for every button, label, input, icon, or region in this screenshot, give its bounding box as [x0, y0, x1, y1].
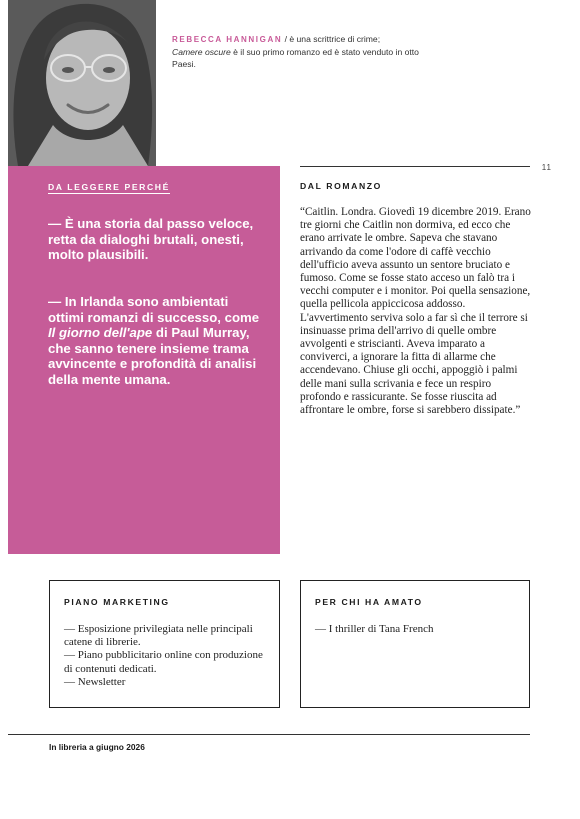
list-item: — Piano pubblicitario online con produzione di contenuti dedicati. [64, 649, 263, 675]
author-photo [8, 0, 156, 166]
footer-rule [8, 734, 530, 735]
author-bio-line1: / è una scrittrice di crime; [282, 34, 381, 44]
release-date: In libreria a giugno 2026 [49, 742, 145, 752]
reason-point-2-after: di Paul Murray, che sanno tenere insieme trama avvincente e profondità di analisi della mente umana. [48, 325, 257, 387]
author-bio [172, 33, 432, 70]
marketing-list [64, 623, 264, 689]
excerpt-top-rule [300, 166, 530, 167]
reason-point-2 [48, 294, 263, 388]
reasons-panel [8, 166, 280, 554]
reason-point-2-before: — In Irlanda sono ambientati ottimi romanzi di successo, come [48, 294, 260, 325]
page-number: 11 [541, 163, 552, 172]
author-name: REBECCA HANNIGAN [172, 35, 283, 44]
marketing-heading: PIANO MARKETING [64, 597, 170, 607]
author-portrait-illustration [8, 0, 156, 166]
audience-heading: PER CHI HA AMATO [315, 597, 423, 607]
list-item: — Esposizione privilegiata nelle principali catene di librerie. [64, 623, 253, 649]
excerpt-heading: DAL ROMANZO [300, 181, 382, 191]
audience-box [300, 580, 530, 708]
list-item: — I thriller di Tana French [315, 623, 434, 635]
excerpt-text: “Caitlin. Londra. Giovedì 19 dicembre 2019. Erano tre giorni che Caitlin non dormiva, ed ecco che erano arrivate le ombre. Sapeva che stavano arrivando da come l'odore di caffè vecchio dell'ufficio aveva assunto un sentore bruciato e fumoso. Come se fosse stato acceso un falò tra i vecchi computer e i monitor. Poi quella sensazione, quella pellicola appiccicosa addosso. L'avvertimento serviva solo a far sì che il terrore si insinuasse prima dell'arrivo di quelle ombre avvolgenti e striscianti. Aveva imparato a conviverci, a ignorare la fitta di allarme che accendevano. Chiuse gli occhi, appoggiò i palmi delle mani sulla scrivania e fece un respiro profondo e rassicurante. Se fosse riuscita ad affrontare le ombre, forse si sarebbero dissipate.” [300, 206, 531, 417]
author-book-title: Camere oscure [172, 47, 231, 57]
author-bio-line2: è il suo primo romanzo ed è stato venduto in otto Paesi. [172, 47, 419, 69]
marketing-box [49, 580, 280, 708]
reason-point-1: — È una storia dal passo veloce, retta da dialoghi brutali, onesti, molto plausibili. [48, 216, 254, 263]
audience-list [315, 623, 515, 636]
reasons-heading: DA LEGGERE PERCHÉ [48, 182, 170, 192]
reason-point-2-title: Il giorno dell'ape [48, 325, 153, 341]
list-item: — Newsletter [64, 675, 126, 688]
